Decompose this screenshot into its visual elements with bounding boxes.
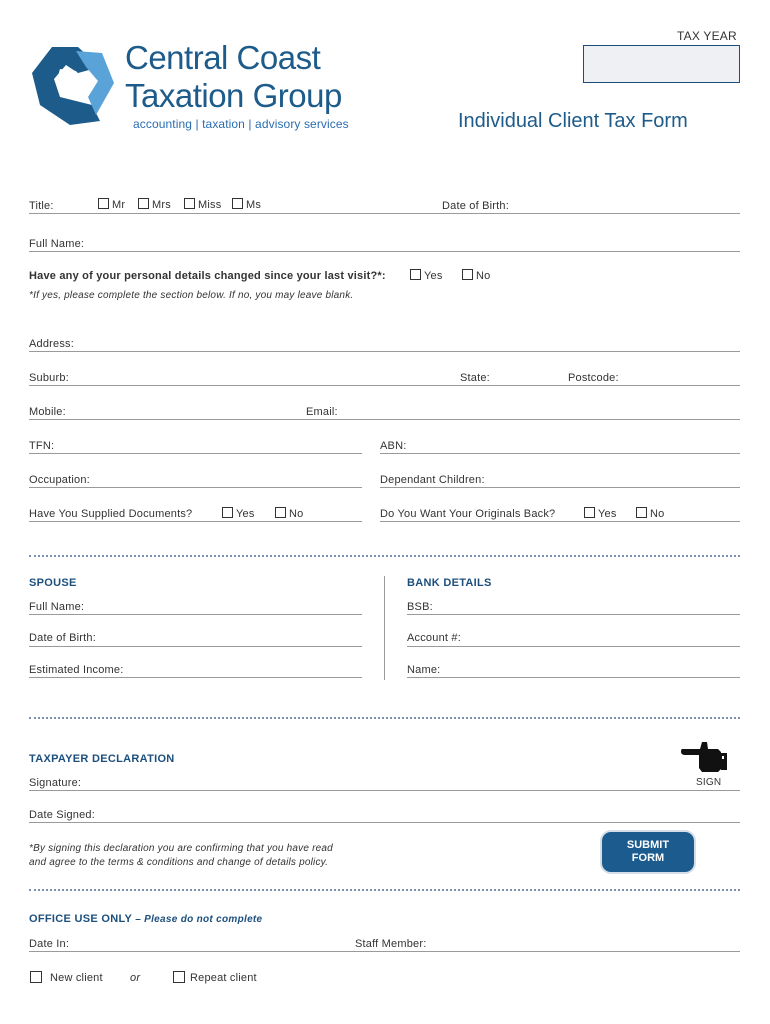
title-dob-line[interactable] — [29, 213, 740, 214]
dependants-label: Dependant Children: — [380, 474, 485, 486]
supplied-docs-label: Have You Supplied Documents? — [29, 508, 193, 520]
staff-member-label: Staff Member: — [355, 938, 427, 950]
logo-name-line2: Taxation Group — [125, 77, 342, 114]
title-miss-checkbox[interactable] — [184, 198, 195, 209]
new-client-checkbox[interactable] — [30, 971, 42, 983]
originals-label: Do You Want Your Originals Back? — [380, 508, 556, 520]
logo-icon — [30, 45, 116, 127]
repeat-client-checkbox[interactable] — [173, 971, 185, 983]
office-heading-note: – Please do not complete — [132, 914, 263, 925]
title-mr-checkbox[interactable] — [98, 198, 109, 209]
suburb-state-postcode-field[interactable] — [29, 385, 740, 386]
spouse-full-name-field[interactable] — [29, 614, 362, 615]
supplied-docs-no-label: No — [289, 508, 304, 520]
mobile-email-field[interactable] — [29, 419, 740, 420]
occupation-field[interactable] — [29, 487, 362, 488]
full-name-label: Full Name: — [29, 238, 85, 250]
postcode-label: Postcode: — [568, 372, 619, 384]
details-changed-note: *If yes, please complete the section below. If no, you may leave blank. — [29, 290, 354, 301]
column-divider — [384, 576, 385, 680]
submit-form-line1: SUBMIT — [626, 839, 670, 851]
spouse-income-label: Estimated Income: — [29, 664, 124, 676]
title-mr-label: Mr — [112, 199, 126, 211]
originals-no-label: No — [650, 508, 665, 520]
title-mrs-checkbox[interactable] — [138, 198, 149, 209]
account-field[interactable] — [407, 646, 740, 647]
tfn-label: TFN: — [29, 440, 55, 452]
date-signed-label: Date Signed: — [29, 809, 95, 821]
originals-no-checkbox[interactable] — [636, 507, 647, 518]
spouse-full-name-label: Full Name: — [29, 601, 85, 613]
declaration-note-line2: and agree to the terms & conditions and change of details policy. — [29, 857, 329, 868]
declaration-note-line1: *By signing this declaration you are confirming that you have read — [29, 843, 333, 854]
originals-line — [380, 521, 740, 522]
bank-name-label: Name: — [407, 664, 441, 676]
title-label: Title: — [29, 200, 54, 212]
dependants-field[interactable] — [380, 487, 740, 488]
submit-form-button[interactable] — [602, 832, 694, 872]
supplied-docs-yes-label: Yes — [236, 508, 255, 520]
title-miss-label: Miss — [198, 199, 222, 211]
office-heading — [29, 913, 262, 925]
dob-label: Date of Birth: — [442, 200, 509, 212]
full-name-field[interactable] — [29, 251, 740, 252]
date-in-staff-field[interactable] — [29, 951, 740, 952]
supplied-docs-line — [29, 521, 362, 522]
abn-field[interactable] — [380, 453, 740, 454]
tfn-field[interactable] — [29, 453, 362, 454]
submit-form-line2: FORM — [631, 852, 665, 864]
bank-name-field[interactable] — [407, 677, 740, 678]
details-changed-no-label: No — [476, 270, 491, 282]
suburb-label: Suburb: — [29, 372, 69, 384]
state-label: State: — [460, 372, 490, 384]
signature-field[interactable] — [29, 790, 740, 791]
section-divider — [29, 717, 740, 719]
supplied-docs-no-checkbox[interactable] — [275, 507, 286, 518]
mobile-label: Mobile: — [29, 406, 66, 418]
logo-name-line1: Central Coast — [125, 39, 321, 76]
title-ms-checkbox[interactable] — [232, 198, 243, 209]
details-changed-yes-label: Yes — [424, 270, 443, 282]
details-changed-yes-checkbox[interactable] — [410, 269, 421, 280]
sign-label: SIGN — [696, 777, 722, 788]
signature-label: Signature: — [29, 777, 82, 789]
section-divider — [29, 889, 740, 891]
section-divider — [29, 555, 740, 557]
address-label: Address: — [29, 338, 75, 350]
title-mrs-label: Mrs — [152, 199, 171, 211]
spouse-dob-label: Date of Birth: — [29, 632, 96, 644]
originals-yes-label: Yes — [598, 508, 617, 520]
address-field[interactable] — [29, 351, 740, 352]
account-label: Account #: — [407, 632, 461, 644]
or-label: or — [130, 972, 141, 984]
form-title: Individual Client Tax Form — [458, 110, 688, 132]
occupation-label: Occupation: — [29, 474, 90, 486]
spouse-dob-field[interactable] — [29, 646, 362, 647]
bsb-label: BSB: — [407, 601, 433, 613]
repeat-client-label: Repeat client — [190, 972, 257, 984]
details-changed-question: Have any of your personal details changed since your last visit?*: — [29, 270, 386, 282]
spouse-income-field[interactable] — [29, 677, 362, 678]
date-signed-field[interactable] — [29, 822, 740, 823]
originals-yes-checkbox[interactable] — [584, 507, 595, 518]
tax-year-label: TAX YEAR — [677, 29, 737, 43]
title-ms-label: Ms — [246, 199, 262, 211]
tax-year-field[interactable] — [583, 45, 740, 83]
office-heading-text: OFFICE USE ONLY — [29, 913, 133, 925]
declaration-heading: TAXPAYER DECLARATION — [29, 753, 175, 765]
supplied-docs-yes-checkbox[interactable] — [222, 507, 233, 518]
pointing-hand-icon — [680, 740, 728, 774]
bank-heading: BANK DETAILS — [407, 577, 492, 589]
logo-tagline: accounting | taxation | advisory services — [133, 117, 349, 131]
date-in-label: Date In: — [29, 938, 70, 950]
abn-label: ABN: — [380, 440, 407, 452]
details-changed-no-checkbox[interactable] — [462, 269, 473, 280]
spouse-heading: SPOUSE — [29, 577, 77, 589]
email-label: Email: — [306, 406, 338, 418]
new-client-label: New client — [50, 972, 103, 984]
bsb-field[interactable] — [407, 614, 740, 615]
